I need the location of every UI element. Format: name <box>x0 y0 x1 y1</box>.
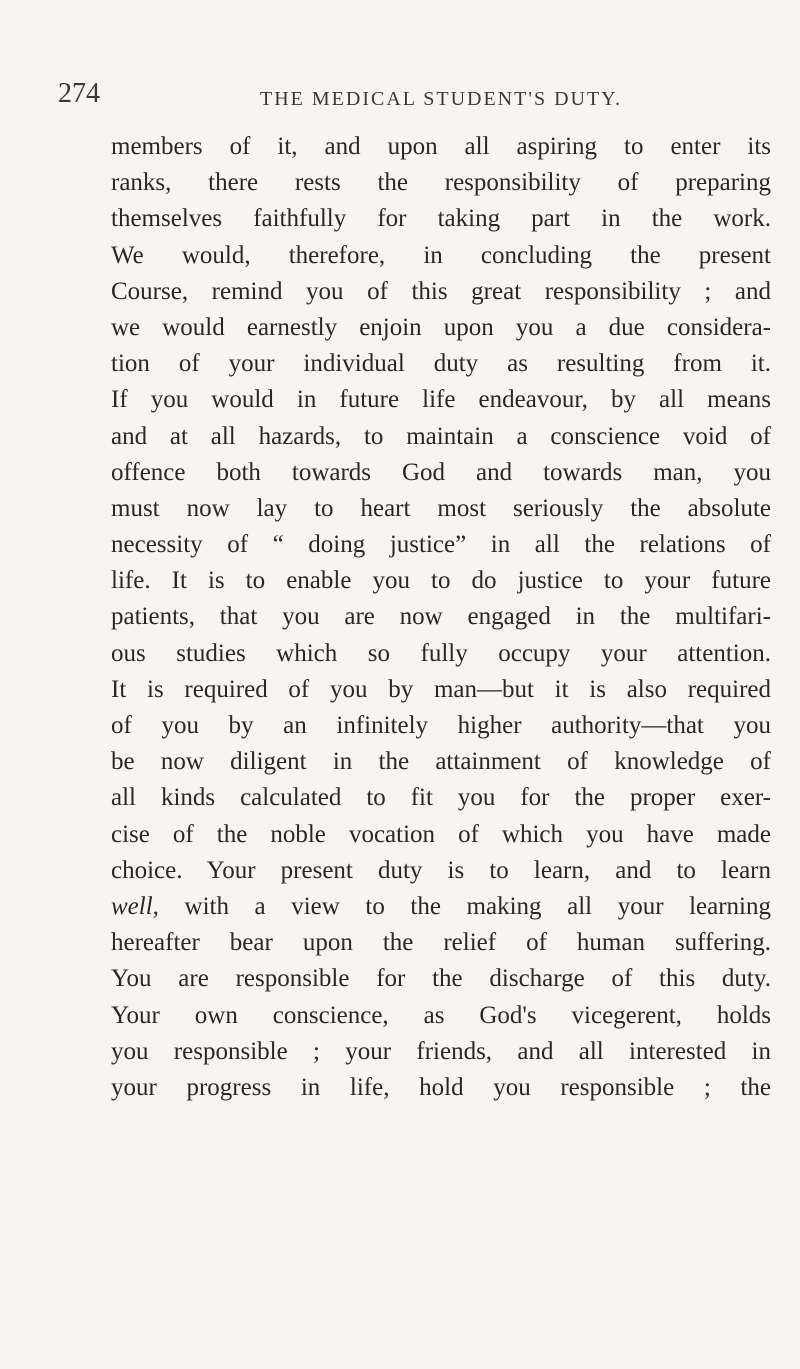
text-line: all kinds calculated to fit you for the proper exer- <box>111 784 771 812</box>
text-line: offence both towards God and towards man, you <box>111 458 771 486</box>
text-line: must now lay to heart most seriously the absolute <box>111 494 771 522</box>
text-line: You are responsible for the discharge of this duty. <box>111 965 771 993</box>
text-line: ous studies which so fully occupy your attention. <box>111 639 771 667</box>
text-line: necessity of “ doing justice” in all the relations of <box>111 531 771 559</box>
text-line: ranks, there rests the responsibility of preparing <box>111 169 771 197</box>
text-line-with-italic <box>111 889 771 925</box>
text-line: we would earnestly enjoin upon you a due considera- <box>111 313 771 341</box>
text-line: you responsible ; your friends, and all interested in <box>111 1037 771 1065</box>
text-line: cise of the noble vocation of which you have made <box>111 820 771 848</box>
text-line-rest: with a view to the making all your learning <box>184 892 772 920</box>
text-line: be now diligent in the attainment of knowledge of <box>111 748 771 776</box>
running-title: THE MEDICAL STUDENT'S DUTY. <box>260 88 623 110</box>
text-line: hereafter bear upon the relief of human suffering. <box>111 929 771 957</box>
text-line: tion of your individual duty as resulting from it. <box>111 350 771 378</box>
text-line: Course, remind you of this great responsibility ; and <box>111 277 771 305</box>
text-line: themselves faithfully for taking part in the work. <box>111 205 771 233</box>
text-line: It is required of you by man—but it is also required <box>111 675 771 703</box>
text-line: patients, that you are now engaged in the multifari- <box>111 603 771 631</box>
text-line: of you by an infinitely higher authority—that you <box>111 712 771 739</box>
text-line: Your own conscience, as God's vicegerent, holds <box>111 1001 771 1029</box>
text-line: members of it, and upon all aspiring to enter its <box>111 133 771 160</box>
running-head <box>58 78 738 118</box>
text-line: and at all hazards, to maintain a conscience void of <box>111 422 771 450</box>
page-number: 274 <box>58 78 100 109</box>
body-text <box>111 129 771 1106</box>
italic-emphasis: well, <box>111 892 159 920</box>
text-line: choice. Your present duty is to learn, and to learn <box>111 856 771 884</box>
text-line: your progress in life, hold you responsible ; the <box>111 1073 771 1101</box>
text-line: life. It is to enable you to do justice to your future <box>111 567 771 595</box>
text-line: If you would in future life endeavour, by all means <box>111 386 771 414</box>
text-line: We would, therefore, in concluding the present <box>111 241 771 269</box>
